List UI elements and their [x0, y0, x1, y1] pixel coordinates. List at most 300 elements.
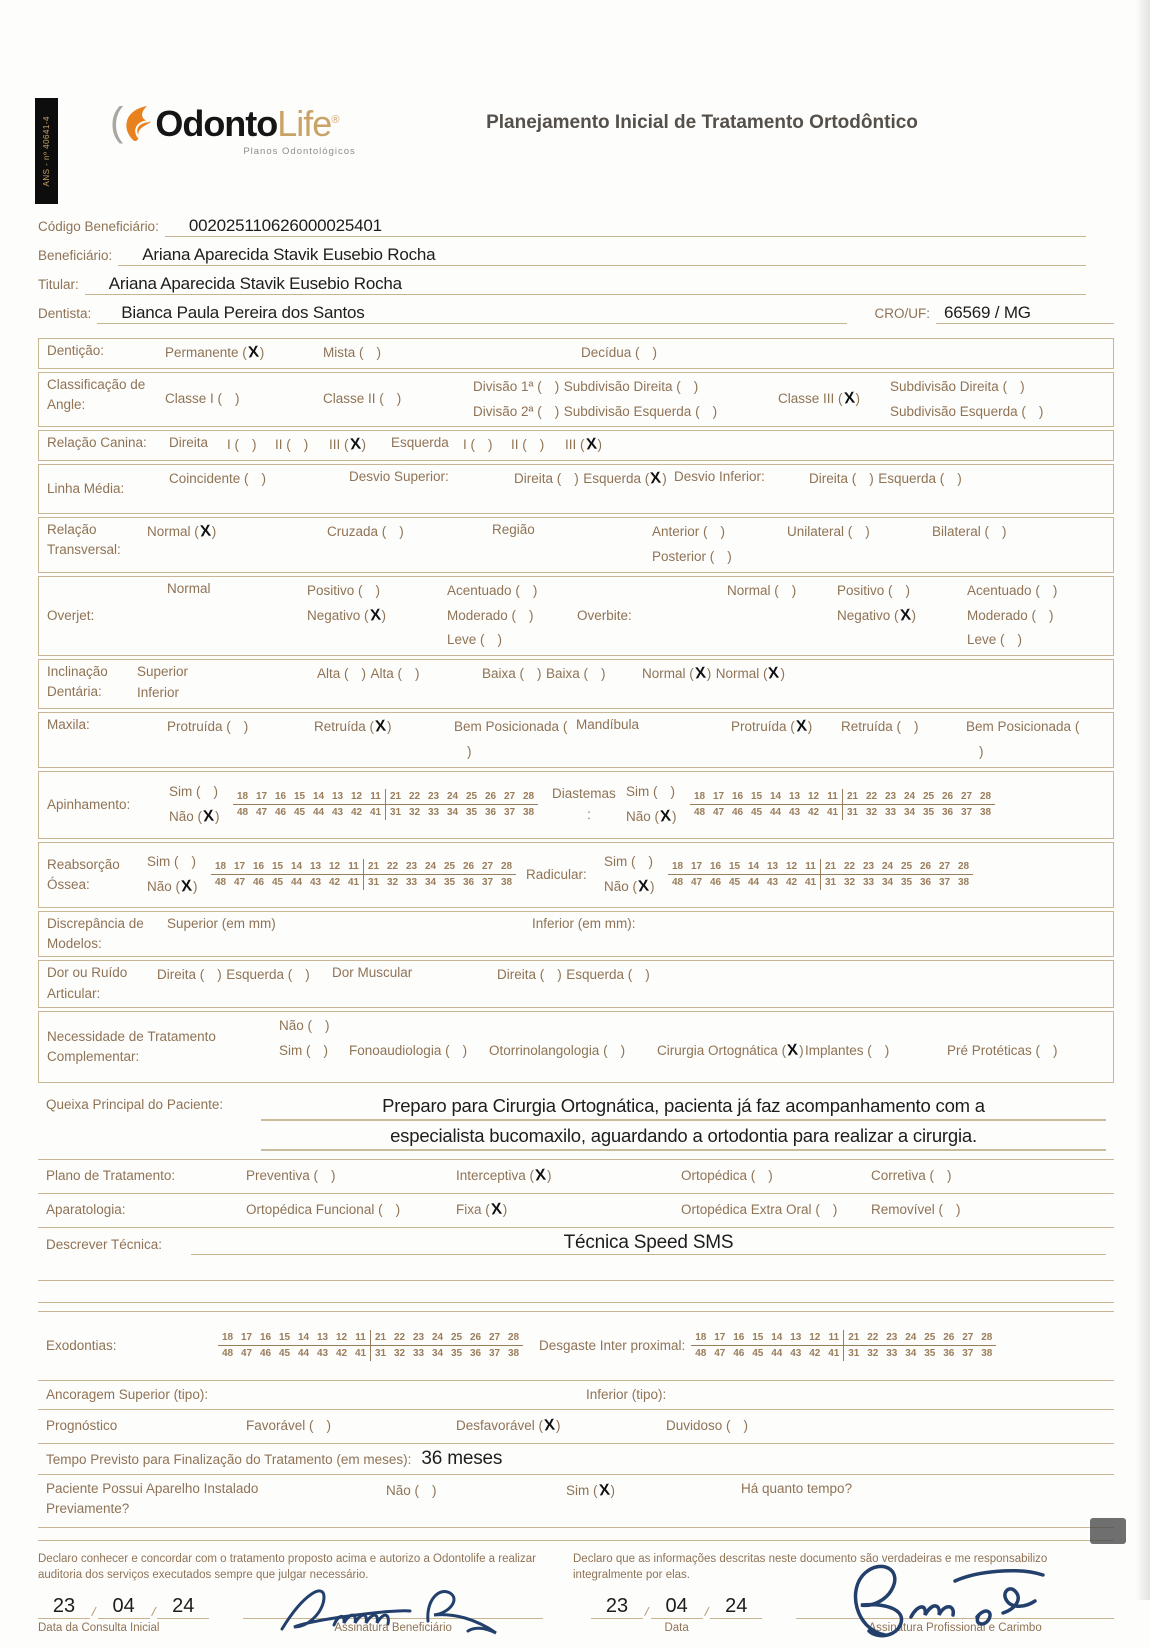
- tooth-number: 21: [389, 791, 402, 803]
- checkbox-dor-muscular-esquerda[interactable]: [566, 963, 650, 988]
- regiao-options: [652, 520, 787, 570]
- checkbox-parens: (: [170, 853, 179, 869]
- checkbox-parens: (: [354, 582, 363, 598]
- checkbox-parens: ): [539, 437, 545, 453]
- ancoragem-superior-label: Ancoragem Superior (tipo):: [46, 1386, 209, 1402]
- checkbox-maxila-retruida[interactable]: [314, 715, 454, 740]
- checkbox-label: Mista: [323, 345, 356, 360]
- checkbox-overjet-moderado[interactable]: [447, 604, 534, 629]
- checkbox-preventiva[interactable]: [246, 1164, 456, 1189]
- checkbox-otorrinolangologia[interactable]: [489, 1039, 657, 1064]
- checkbox-ortopedica-extra-oral[interactable]: [681, 1198, 871, 1223]
- checkbox-overjet-acentuado[interactable]: [447, 579, 537, 604]
- teeth-quadrant: [690, 789, 842, 804]
- beneficiary-signature-field[interactable]: [243, 1618, 543, 1634]
- checkbox-label: Removível: [871, 1202, 935, 1218]
- date-year: 24: [157, 1595, 209, 1619]
- checkbox-dor-esquerda[interactable]: [226, 963, 310, 988]
- checkbox-parens: ): [650, 878, 655, 894]
- checkbox-decidua[interactable]: [581, 341, 1105, 366]
- checkbox-apinhamento-sim[interactable]: [169, 780, 218, 805]
- checkbox-desvio-inf-direita[interactable]: [809, 467, 874, 492]
- checkbox-parens: ): [1020, 378, 1025, 394]
- tooth-number: 47: [714, 1348, 726, 1360]
- tooth-number: 36: [462, 877, 475, 889]
- checkbox-parens: ): [574, 471, 579, 487]
- checkbox-label: Ortopédica Funcional: [246, 1202, 375, 1218]
- checkbox-mark: [384, 389, 397, 410]
- checkbox-parens: ): [375, 582, 381, 598]
- teeth-quadrant: [211, 875, 363, 890]
- checkbox-parens: (: [936, 471, 945, 487]
- checkbox-mark: [386, 522, 399, 543]
- tooth-number: 47: [233, 877, 246, 889]
- checkbox-subdivisao-direita-2[interactable]: [890, 375, 1025, 400]
- logo-subtitle: Planos Odontológicos: [243, 146, 356, 157]
- checkbox-parens: ): [213, 783, 218, 799]
- tooth-number: 24: [446, 791, 459, 803]
- apinhamento-label: Apinhamento:: [47, 796, 131, 812]
- queixa-field[interactable]: [261, 1095, 1106, 1155]
- checkbox-mark: [779, 581, 792, 602]
- queixa-line-1: Preparo para Cirurgia Ortognática, pacienta já faz acompanhamento com a: [261, 1095, 1106, 1121]
- checkbox-necessidade-nao[interactable]: [279, 1014, 330, 1039]
- blank-line-1[interactable]: [38, 1259, 1114, 1281]
- checkbox-mark: X: [694, 664, 707, 683]
- tooth-number: 12: [350, 791, 363, 803]
- titular-value: Ariana Aparecida Stavik Eusebio Rocha: [108, 274, 402, 293]
- checkbox-reabsorcao-nao[interactable]: [147, 875, 198, 900]
- checkbox-sup-alta[interactable]: [317, 662, 366, 687]
- canina-direita-label: Direita: [169, 435, 209, 451]
- teeth-chart-radicular[interactable]: [668, 859, 973, 890]
- diastemas-label: Diastemas: [552, 785, 616, 801]
- checkbox-label: Fonoaudiologia: [349, 1043, 442, 1059]
- checkbox-duvidoso[interactable]: [666, 1414, 1106, 1439]
- tooth-number: 17: [712, 791, 725, 803]
- checkbox-implantes[interactable]: [805, 1039, 947, 1064]
- checkbox-mark: [872, 1041, 885, 1062]
- teeth-quadrant: [691, 1330, 843, 1345]
- checkbox-parens: (: [525, 1168, 535, 1184]
- checkbox-parens: (: [553, 471, 562, 487]
- checkbox-parens: (: [996, 632, 1005, 648]
- checkbox-ortopedica-funcional[interactable]: [246, 1198, 456, 1223]
- checkbox-parens: (: [378, 524, 387, 540]
- checkbox-parens: ): [911, 607, 917, 623]
- checkbox-removivel[interactable]: [871, 1198, 1106, 1223]
- checkbox-inf-alta[interactable]: [370, 662, 419, 687]
- beneficiary-info: [38, 216, 1114, 332]
- tooth-number: 28: [507, 1332, 520, 1344]
- checkbox-transversal-normal[interactable]: [147, 520, 327, 545]
- ancoragem-inferior-label: Inferior (tipo):: [586, 1386, 667, 1402]
- tooth-number: 21: [367, 861, 380, 873]
- checkbox-parens: ): [557, 967, 562, 983]
- codigo-field[interactable]: [165, 216, 1086, 237]
- checkbox-parens: (: [649, 783, 658, 799]
- tooth-number: 24: [905, 1332, 917, 1344]
- tooth-number: 21: [846, 791, 859, 803]
- checkbox-mark: [588, 664, 601, 685]
- beneficiary-signature-caption: Assinatura Beneficiário: [334, 1622, 452, 1635]
- checkbox-pre-proteticas[interactable]: [947, 1039, 1105, 1064]
- checkbox-mark: [658, 782, 671, 803]
- tooth-number: 27: [938, 861, 951, 873]
- checkbox-inf-normal[interactable]: [716, 662, 785, 687]
- checkbox-mark: [475, 435, 488, 456]
- checkbox-parens: ): [712, 403, 718, 419]
- checkbox-parens: ): [947, 1168, 952, 1184]
- checkbox-label: Sim: [604, 853, 628, 869]
- checkbox-inf-baixa[interactable]: [546, 662, 606, 687]
- tooth-number: 38: [981, 1348, 993, 1360]
- tooth-number: 25: [465, 791, 478, 803]
- checkbox-bilateral[interactable]: [932, 520, 1105, 545]
- checkbox-overbite-acentuado[interactable]: [967, 579, 1057, 604]
- tooth-number: 32: [865, 807, 878, 819]
- professional-date[interactable]: [591, 1595, 762, 1619]
- checkbox-radicular-sim[interactable]: [604, 850, 653, 875]
- checkbox-parens: (: [624, 967, 633, 983]
- checkbox-parens: (: [518, 437, 527, 453]
- tooth-number: 17: [233, 861, 246, 873]
- checkbox-parens: (: [844, 524, 853, 540]
- checkbox-parens: ): [217, 967, 222, 983]
- checkbox-parens: ): [326, 1418, 332, 1434]
- discrepancia-inferior-label: Inferior (em mm):: [532, 915, 636, 931]
- initial-consult-date[interactable]: [38, 1595, 209, 1619]
- row-maxila-mandibula: [38, 712, 1114, 768]
- tooth-number: 41: [347, 877, 360, 889]
- checkbox-mandibula-protruida[interactable]: [731, 715, 841, 740]
- professional-signature-icon: [825, 1557, 1085, 1648]
- checkbox-mista[interactable]: [323, 341, 581, 366]
- checkbox-parens: ): [323, 1043, 328, 1059]
- checkbox-label: Esquerda: [878, 471, 937, 487]
- date-year: 24: [710, 1595, 762, 1619]
- checkbox-desvio-sup-direita[interactable]: [514, 467, 579, 492]
- checkbox-overbite-normal[interactable]: [727, 579, 837, 604]
- checkbox-mark: [989, 522, 1002, 543]
- teeth-chart-diastemas[interactable]: [690, 789, 995, 820]
- overjet-label: Overjet:: [47, 607, 95, 623]
- checkbox-overbite-moderado[interactable]: [967, 604, 1054, 629]
- tooth-number: 13: [766, 861, 779, 873]
- checkbox-parens: ): [832, 1202, 838, 1218]
- teeth-quadrant: [820, 875, 973, 890]
- checkbox-cirurgia-ortognatica[interactable]: [657, 1039, 805, 1064]
- checkbox-desvio-inf-esquerda[interactable]: [878, 467, 962, 492]
- checkbox-parens: (: [589, 1483, 598, 1499]
- tecnica-value: Técnica Speed SMS: [563, 1231, 734, 1253]
- checkbox-parens: ): [305, 967, 310, 983]
- dentista-field[interactable]: [97, 303, 846, 324]
- checkbox-maxila-bem-posicionada[interactable]: [454, 715, 576, 765]
- tooth-number: 38: [500, 877, 513, 889]
- teeth-chart-reabsorcao[interactable]: [211, 859, 516, 890]
- checkbox-parens: ): [261, 471, 267, 487]
- checkbox-subdivisao-esquerda-2[interactable]: [890, 400, 1043, 425]
- tooth-number: 43: [331, 807, 344, 819]
- checkbox-subdivisao-direita-1[interactable]: [564, 375, 699, 400]
- tooth-number: 36: [941, 807, 954, 819]
- teeth-quadrant: [211, 859, 363, 874]
- teeth-chart-exodontias[interactable]: [218, 1330, 523, 1361]
- tooth-number: 41: [828, 1348, 840, 1360]
- tooth-number: 12: [328, 861, 341, 873]
- checkbox-label: Baixa: [482, 666, 516, 682]
- checkbox-reabsorcao-sim[interactable]: [147, 850, 196, 875]
- checkbox-mark: [363, 581, 376, 602]
- checkbox-mark: [561, 469, 574, 490]
- titular-row: [38, 274, 1114, 303]
- tempo-value[interactable]: 36 meses: [421, 1447, 503, 1469]
- checkbox-permanente[interactable]: [165, 341, 323, 366]
- beneficiario-field[interactable]: [118, 245, 1086, 266]
- checkbox-label: Sim: [566, 1483, 590, 1499]
- checkbox-parens: ): [601, 666, 606, 682]
- checkbox-overbite-negativo[interactable]: [837, 604, 916, 629]
- checkbox-dor-direita[interactable]: [157, 963, 222, 988]
- tooth-number: 44: [771, 1348, 783, 1360]
- tooth-number: 23: [412, 1332, 425, 1344]
- checkbox-sup-normal[interactable]: [642, 662, 711, 687]
- checkbox-mark: [204, 965, 217, 986]
- teeth-row: [668, 875, 973, 890]
- date-separator: /: [643, 1604, 651, 1620]
- checkbox-canina-direita-i[interactable]: [227, 433, 275, 458]
- tooth-number: 44: [290, 877, 303, 889]
- desvio-inferior-options: [809, 467, 1105, 492]
- checkbox-overbite-positivo[interactable]: [837, 579, 910, 604]
- tooth-number: 48: [693, 807, 706, 819]
- checkbox-classe-ii[interactable]: [323, 387, 473, 412]
- crouf-value: 66569 / MG: [944, 303, 1031, 322]
- checkbox-apinhamento-nao[interactable]: [169, 805, 220, 830]
- checkbox-label: Protruída: [167, 719, 223, 735]
- checkbox-desfavoravel[interactable]: [456, 1414, 666, 1439]
- checkbox-parens: (: [303, 1018, 313, 1034]
- checkbox-parens: ): [325, 1018, 330, 1034]
- row-relacao-transversal: [38, 517, 1114, 573]
- tooth-number: 16: [709, 861, 722, 873]
- tooth-number: 15: [750, 791, 763, 803]
- tooth-number: 25: [450, 1332, 463, 1344]
- checkbox-interceptiva[interactable]: [456, 1164, 681, 1189]
- checkbox-mandibula-bem-posicionada[interactable]: [966, 715, 1086, 765]
- tooth-number: 18: [221, 1332, 234, 1344]
- overjet-sinal-options: [307, 579, 447, 629]
- tooth-number: 13: [790, 1332, 802, 1344]
- checkbox-canina-direita-iii[interactable]: [329, 433, 391, 458]
- tooth-number: 27: [503, 791, 516, 803]
- tooth-number: 18: [236, 791, 249, 803]
- checkbox-overjet-negativo[interactable]: [307, 604, 386, 629]
- tooth-number: 33: [862, 877, 875, 889]
- clinical-table: [38, 338, 1114, 1083]
- checkbox-divisao-2[interactable]: [473, 400, 559, 425]
- checkbox-mark: X: [348, 435, 362, 454]
- checkbox-parens: (: [559, 719, 568, 735]
- tempo-label: Tempo Previsto para Finalização do Tratamento (em meses):: [46, 1451, 412, 1467]
- teeth-quadrant: [843, 1346, 996, 1361]
- overbite-label: Overbite:: [577, 607, 632, 623]
- desgaste-label: Desgaste Inter proximal:: [539, 1337, 686, 1353]
- tooth-number: 17: [690, 861, 703, 873]
- checkbox-parens: ): [193, 878, 198, 894]
- blank-line-2[interactable]: [38, 1281, 1114, 1303]
- checkbox-label: Direita: [157, 967, 197, 983]
- checkbox-parens: ): [884, 1043, 890, 1059]
- checkbox-parens: (: [340, 666, 349, 682]
- checkbox-label: Protruída: [731, 719, 787, 735]
- checkbox-label: Não: [147, 878, 172, 894]
- teeth-quadrant: [842, 789, 995, 804]
- checkbox-label: Coincidente: [169, 471, 241, 487]
- radicular-simnao: [604, 850, 668, 900]
- checkbox-unilateral[interactable]: [787, 520, 932, 545]
- checkbox-mark: [527, 435, 540, 456]
- checkbox-favoravel[interactable]: [246, 1414, 456, 1439]
- tooth-number: 47: [255, 807, 268, 819]
- row-linha-media: [38, 464, 1114, 514]
- teeth-quadrant: [363, 875, 516, 890]
- checkbox-overbite-leve[interactable]: [967, 628, 1022, 653]
- checkbox-necessidade-sim[interactable]: [279, 1039, 349, 1064]
- checkbox-mandibula-retruida[interactable]: [841, 715, 966, 740]
- tooth-number: 44: [297, 1348, 310, 1360]
- checkbox-corretiva[interactable]: [871, 1164, 1106, 1189]
- checkbox-canina-esquerda-iii[interactable]: [565, 433, 1105, 458]
- dentista-value: Bianca Paula Pereira dos Santos: [121, 303, 365, 322]
- checkbox-mark: [231, 717, 244, 738]
- checkbox-parens: (: [476, 632, 485, 648]
- denticao-label: Dentição:: [47, 343, 105, 358]
- tooth-number: 32: [867, 1348, 879, 1360]
- professional-signature-field[interactable]: [796, 1618, 1114, 1634]
- checkbox-mark: [856, 469, 869, 490]
- checkbox-cruzada[interactable]: [327, 520, 492, 545]
- tooth-number: 37: [962, 1348, 974, 1360]
- tooth-number: 26: [484, 791, 497, 803]
- checkbox-label: Não: [169, 808, 194, 824]
- checkbox-mark: X: [649, 469, 662, 488]
- checkbox-canina-direita-ii[interactable]: [275, 433, 329, 458]
- checkbox-label: Decídua: [581, 345, 632, 360]
- tooth-number: 15: [271, 861, 284, 873]
- checkbox-ortopedica[interactable]: [681, 1164, 871, 1189]
- checkbox-diastemas-sim[interactable]: [626, 780, 675, 805]
- checkbox-divisao-1[interactable]: [473, 375, 559, 400]
- tooth-number: 48: [221, 1348, 234, 1360]
- codigo-value: 002025110626000025401: [188, 216, 382, 235]
- checkbox-mark: X: [842, 389, 856, 408]
- checkbox-anterior[interactable]: [652, 520, 725, 545]
- tooth-number: 28: [981, 1332, 993, 1344]
- angle-div2-line: [473, 400, 778, 425]
- checkbox-diastemas-nao[interactable]: [626, 805, 677, 830]
- titular-field[interactable]: [85, 274, 1086, 295]
- teeth-row: [691, 1346, 996, 1361]
- tooth-number: 37: [960, 807, 973, 819]
- checkbox-parens: ): [597, 437, 603, 453]
- checkbox-coincidente[interactable]: [169, 467, 349, 492]
- tooth-number: 34: [431, 1348, 444, 1360]
- checkbox-label: Subdivisão Esquerda: [563, 403, 692, 419]
- checkbox-label: Sim: [626, 783, 650, 799]
- teeth-chart-desgaste[interactable]: [691, 1330, 996, 1361]
- checkbox-mark: [485, 630, 498, 651]
- checkbox-maxila-protruida[interactable]: [167, 715, 314, 740]
- checkbox-label: Não: [279, 1018, 304, 1034]
- tooth-number: 37: [938, 877, 951, 889]
- checkbox-label: Cirurgia Ortognática: [657, 1043, 778, 1059]
- checkbox-fixa[interactable]: [456, 1198, 681, 1223]
- checkbox-fonoaudiologia[interactable]: [349, 1039, 489, 1064]
- checkbox-canina-esquerda-i[interactable]: [463, 433, 511, 458]
- aparelho-label-text: Paciente Possui Aparelho Instalado Previamente?: [46, 1481, 259, 1517]
- checkbox-mark: X: [247, 343, 260, 362]
- checkbox-parens: (: [196, 967, 205, 983]
- checkbox-classe-iii[interactable]: [778, 387, 890, 412]
- checkbox-classe-i[interactable]: [165, 387, 323, 412]
- maxila-label: Maxila:: [47, 717, 90, 733]
- checkbox-label: Não: [386, 1483, 411, 1499]
- checkbox-overjet-leve[interactable]: [447, 628, 502, 653]
- tooth-number: 37: [488, 1348, 501, 1360]
- row-apinhamento-diastemas: [38, 771, 1114, 839]
- checkbox-parens: (: [534, 1418, 544, 1434]
- teeth-quadrant: [218, 1346, 370, 1361]
- beneficiario-row: [38, 245, 1114, 274]
- angle-divisoes: [473, 375, 778, 425]
- crouf-field[interactable]: [936, 303, 1114, 324]
- tooth-number: 46: [274, 807, 287, 819]
- tooth-number: 45: [750, 807, 763, 819]
- tooth-number: 27: [488, 1332, 501, 1344]
- checkbox-parens: (: [360, 607, 369, 623]
- checkbox-label: I: [463, 437, 467, 453]
- teeth-row: [218, 1346, 523, 1361]
- checkbox-posterior[interactable]: [652, 545, 732, 570]
- checkbox-label: Esquerda: [566, 967, 625, 983]
- checkbox-dor-muscular-direita[interactable]: [497, 963, 562, 988]
- checkbox-desvio-sup-esquerda[interactable]: [583, 467, 667, 492]
- diastemas-colon: :: [587, 806, 591, 822]
- checkbox-parens: ): [869, 471, 874, 487]
- checkbox-parens: (: [777, 1043, 787, 1059]
- checkbox-mark: X: [898, 606, 912, 625]
- tooth-number: 41: [826, 807, 839, 819]
- tecnica-field[interactable]: [191, 1232, 1106, 1255]
- checkbox-overjet-positivo[interactable]: [307, 579, 380, 604]
- checkbox-aparelho-nao[interactable]: [386, 1479, 566, 1504]
- checkbox-sup-baixa[interactable]: [482, 662, 542, 687]
- checkbox-aparelho-sim[interactable]: [566, 1479, 741, 1504]
- checkbox-radicular-nao[interactable]: [604, 875, 655, 900]
- checkbox-canina-esquerda-ii[interactable]: [511, 433, 565, 458]
- checkbox-parens: (: [1027, 607, 1037, 623]
- tooth-number: 34: [881, 877, 894, 889]
- checkbox-parens: ): [648, 853, 653, 869]
- checkbox-parens: ): [502, 1202, 508, 1218]
- tooth-number: 12: [785, 861, 798, 873]
- tooth-number: 47: [240, 1348, 253, 1360]
- teeth-chart-apinhamento[interactable]: [233, 789, 538, 820]
- checkbox-parens: ): [396, 391, 402, 407]
- checkbox-subdivisao-esquerda-1[interactable]: [564, 400, 717, 425]
